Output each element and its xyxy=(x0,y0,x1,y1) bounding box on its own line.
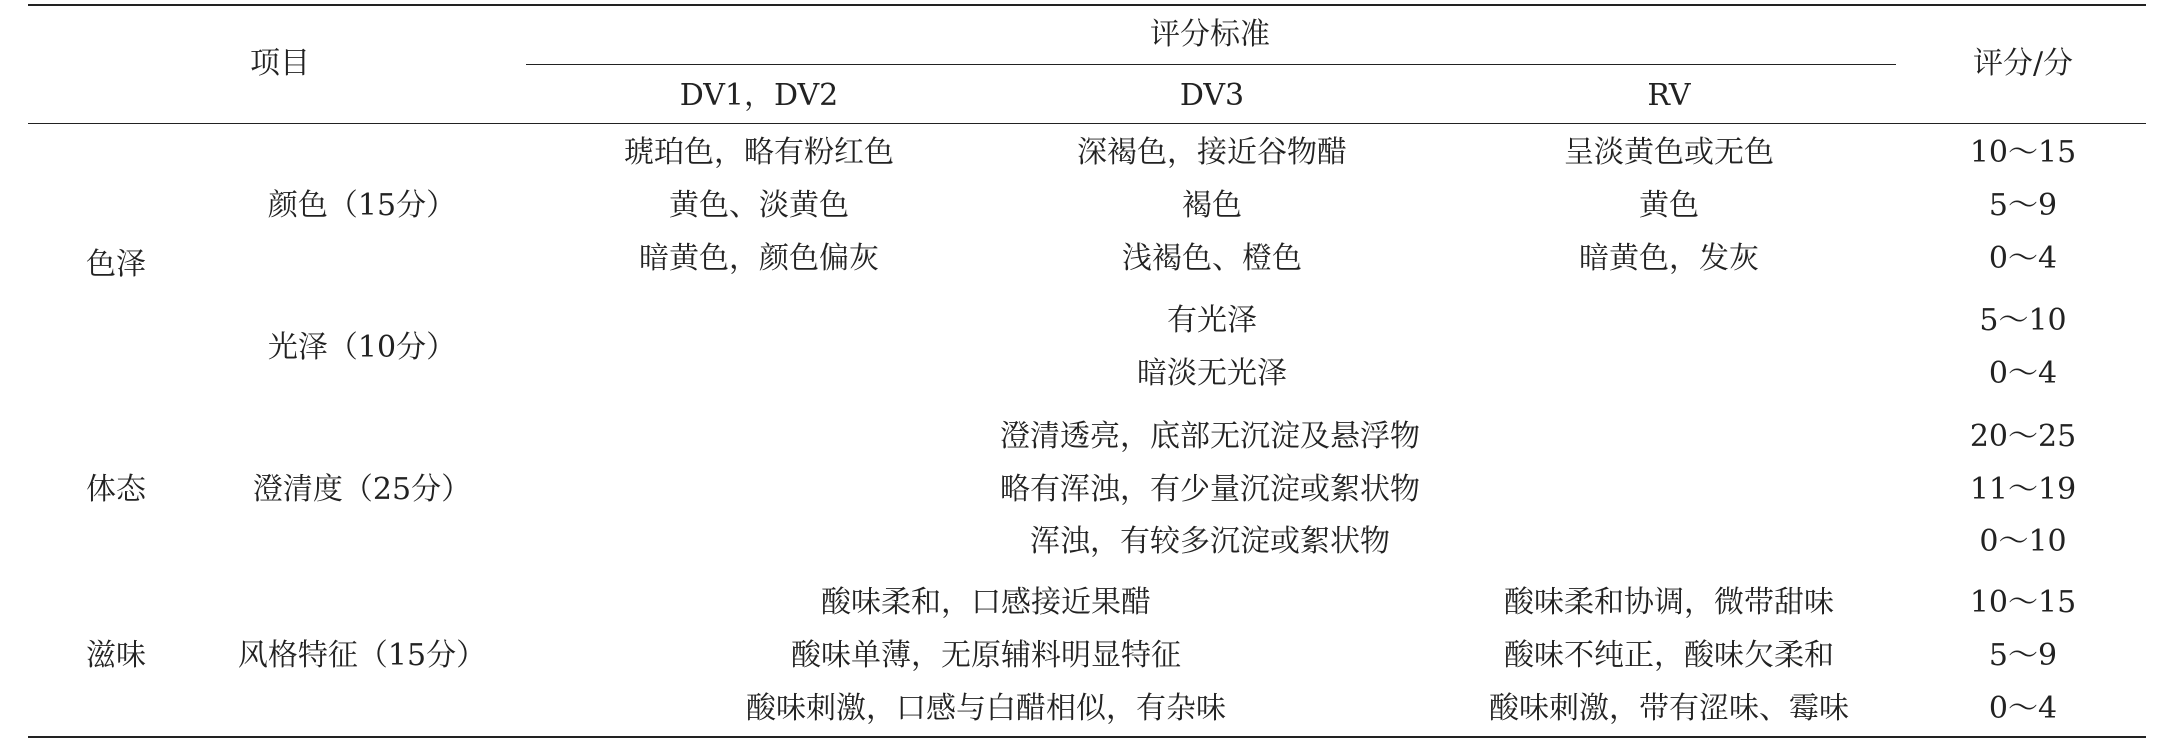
score-cell: 0～10 xyxy=(1979,524,2067,559)
item-label: 光泽（10分） xyxy=(267,330,457,365)
criteria-group-rule xyxy=(526,64,1896,65)
category-label: 滋味 xyxy=(86,638,146,673)
score-cell: 0～4 xyxy=(1988,241,2058,276)
table-cell: 酸味柔和，口感接近果醋 xyxy=(821,585,1151,620)
table-cell: 浅褐色、橙色 xyxy=(1122,241,1302,276)
header-col-dv3: DV3 xyxy=(1179,78,1245,113)
table-cell: 琥珀色，略有粉红色 xyxy=(624,135,894,170)
score-cell: 10～15 xyxy=(1969,585,2077,620)
table-cell: 澄清透亮，底部无沉淀及悬浮物 xyxy=(1000,419,1420,454)
table-cell: 酸味柔和协调，微带甜味 xyxy=(1504,585,1834,620)
table-bottom-rule xyxy=(28,736,2146,738)
table-cell: 酸味单薄，无原辅料明显特征 xyxy=(791,638,1181,673)
category-label: 色泽 xyxy=(86,247,146,282)
score-cell: 0～4 xyxy=(1988,356,2058,391)
header-item: 项目 xyxy=(250,46,310,81)
table-cell: 呈淡黄色或无色 xyxy=(1564,135,1774,170)
item-label: 风格特征（15分） xyxy=(237,638,487,673)
table-cell: 暗黄色，颜色偏灰 xyxy=(639,241,879,276)
score-cell: 5～10 xyxy=(1979,303,2067,338)
table-cell: 酸味刺激，口感与白醋相似，有杂味 xyxy=(746,691,1226,726)
score-cell: 11～19 xyxy=(1969,472,2077,507)
table-cell: 黄色 xyxy=(1639,188,1699,223)
header-col-rv: RV xyxy=(1647,78,1691,113)
table-cell: 深褐色，接近谷物醋 xyxy=(1077,135,1347,170)
table-cell: 暗黄色，发灰 xyxy=(1579,241,1759,276)
header-bottom-rule xyxy=(28,123,2146,124)
category-label: 体态 xyxy=(86,472,146,507)
table-top-rule xyxy=(28,4,2146,6)
score-cell: 5～9 xyxy=(1988,188,2058,223)
header-col-dv12: DV1，DV2 xyxy=(679,78,839,113)
table-cell: 黄色、淡黄色 xyxy=(669,188,849,223)
table-cell: 浑浊，有较多沉淀或絮状物 xyxy=(1030,524,1390,559)
table-cell: 暗淡无光泽 xyxy=(1137,356,1287,391)
score-cell: 0～4 xyxy=(1988,691,2058,726)
header-criteria-group: 评分标准 xyxy=(1150,17,1270,52)
table-cell: 褐色 xyxy=(1182,188,1242,223)
score-cell: 5～9 xyxy=(1988,638,2058,673)
table-cell: 酸味不纯正，酸味欠柔和 xyxy=(1504,638,1834,673)
item-label: 颜色（15分） xyxy=(267,188,457,223)
header-score: 评分/分 xyxy=(1972,46,2074,81)
item-label: 澄清度（25分） xyxy=(252,472,472,507)
score-cell: 10～15 xyxy=(1969,135,2077,170)
table-cell: 略有浑浊，有少量沉淀或絮状物 xyxy=(1000,472,1420,507)
score-cell: 20～25 xyxy=(1969,419,2077,454)
table-cell: 有光泽 xyxy=(1167,303,1257,338)
table-cell: 酸味刺激，带有涩味、霉味 xyxy=(1489,691,1849,726)
